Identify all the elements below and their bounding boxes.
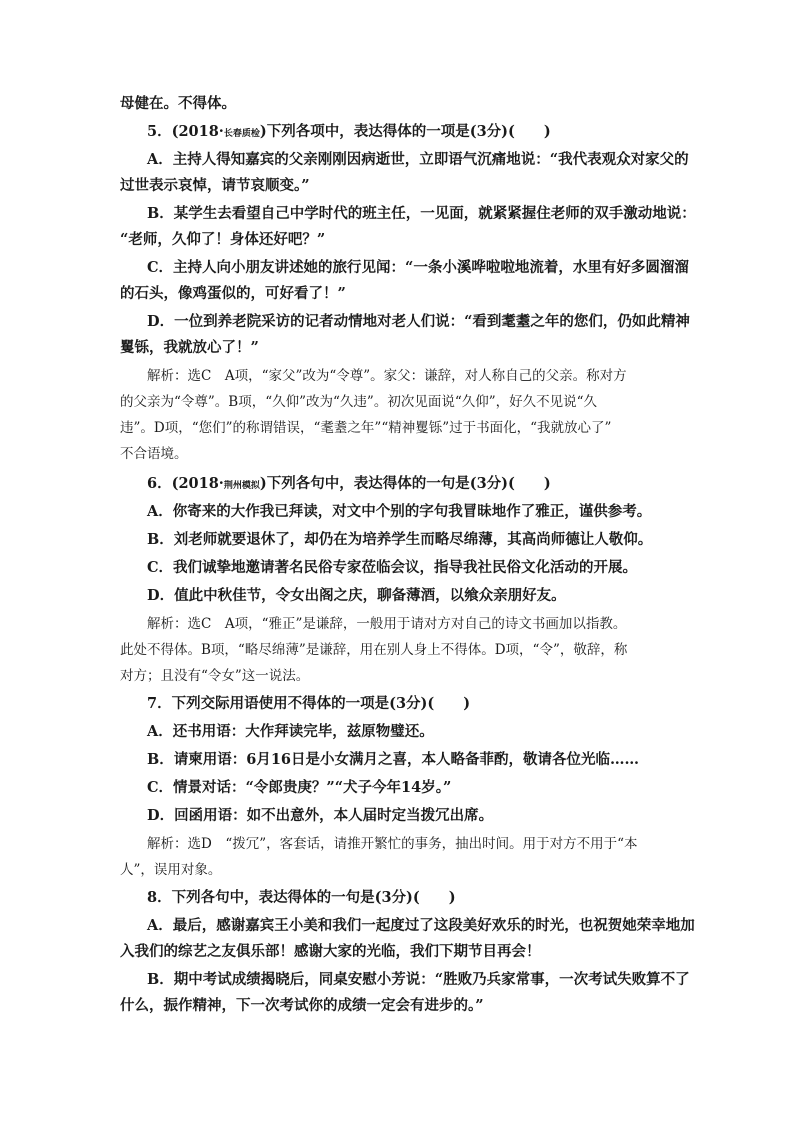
option-a-cont: 过世表示哀悼，请节哀顺变。” [120,177,310,194]
option-a: A．你寄来的大作我已拜读，对文中个别的字句我冒昧地作了雅正，谨供参考。 [147,503,652,520]
question-5-stem [147,122,551,144]
question-8-stem: 8．下列各句中，表达得体的一句是(3分)( ) [147,889,456,906]
option-b: B．请柬用语：6月16日是小女满月之喜，本人略备菲酌，敬请各位光临…… [147,751,640,768]
option-d: D．一位到养老院采访的记者动情地对老人们说：“看到耄耋之年的您们，仍如此精神 [147,313,690,330]
stem-prefix: 5．(2018· [147,123,224,140]
explanation-cont: 违”。D项，“您们”的称谓错误，“耄耋之年”“精神矍铄”过于书面化，“我就放心了” [120,420,612,436]
explanation-cont: 的父亲为“令尊”。B项，“久仰”改为“久违”。初次见面说“久仰”，好久不见说“久 [120,394,598,410]
explanation-cont: 人”，误用对象。 [120,862,222,878]
option-d: D．回函用语：如不出意外，本人届时定当拨冗出席。 [147,807,494,824]
stem-prefix: 6．(2018· [147,475,224,492]
option-b: B．期中考试成绩揭晓后，同桌安慰小芳说：“胜败乃兵家常事，一次考试失败算不了 [147,971,690,988]
option-c: C．主持人向小朋友讲述她的旅行见闻：“一条小溪哗啦啦地流着，水里有好多圆溜溜 [147,259,689,276]
option-c: C．情景对话：“令郎贵庚？”“犬子今年14岁。” [147,779,452,796]
option-a: A．还书用语：大作拜读完毕，兹原物璧还。 [147,723,434,740]
explanation-cont: 对方；且没有“令女”这一说法。 [120,668,310,684]
explanation: 解析：选D “拨冗”，客套话，请推开繁忙的事务，抽出时间。用于对方不用于“本 [147,836,638,852]
option-c: C．我们诚挚地邀请著名民俗专家莅临会议，指导我社民俗文化活动的开展。 [147,559,638,576]
option-a: A．主持人得知嘉宾的父亲刚刚因病逝世，立即语气沉痛地说：“我代表观众对家父的 [147,151,689,168]
question-7-stem: 7．下列交际用语使用不得体的一项是(3分)( ) [147,695,471,712]
explanation-cont: 不合语境。 [120,446,188,462]
explanation-cont: 此处不得体。B项，“略尽绵薄”是谦辞，用在别人身上不得体。D项，“令”，敬辞，称 [120,642,628,658]
option-c-cont: 的石头，像鸡蛋似的，可好看了！” [120,285,346,302]
option-d: D．值此中秋佳节，令女出阁之庆，聊备薄酒，以飨众亲朋好友。 [147,587,566,604]
explanation: 解析：选C A项，“雅正”是谦辞，一般用于请对方对自己的诗文书画加以指教。 [147,616,627,632]
option-a-cont: 入我们的综艺之友俱乐部！感谢大家的光临，我们下期节目再会！ [120,943,541,960]
option-d-cont: 矍铄，我就放心了！” [120,339,259,356]
question-6-stem [147,474,551,496]
option-b-cont: 什么，振作精神，下一次考试你的成绩一定会有进步的。” [120,997,484,1014]
source-tag: 长春质检 [223,129,260,139]
option-a: A．最后，感谢嘉宾王小美和我们一起度过了这段美好欢乐的时光，也祝贺她荣幸地加 [147,917,695,934]
stem-suffix: )下列各句中，表达得体的一句是(3分)( ) [259,475,551,492]
stem-suffix: )下列各项中，表达得体的一项是(3分)( ) [259,123,551,140]
source-tag: 荆州模拟 [223,481,260,491]
option-b-cont: “老师，久仰了！身体还好吧？” [120,231,326,248]
option-b: B．某学生去看望自己中学时代的班主任，一见面，就紧紧握住老师的双手激动地说： [147,205,696,222]
text-line: 母健在。不得体。 [120,95,236,112]
explanation: 解析：选C A项，“家父”改为“令尊”。家父：谦辞，对人称自己的父亲。称对方 [147,368,627,384]
option-b: B．刘老师就要退休了，却仍在为培养学生而略尽绵薄，其高尚师德让人敬仰。 [147,531,653,548]
